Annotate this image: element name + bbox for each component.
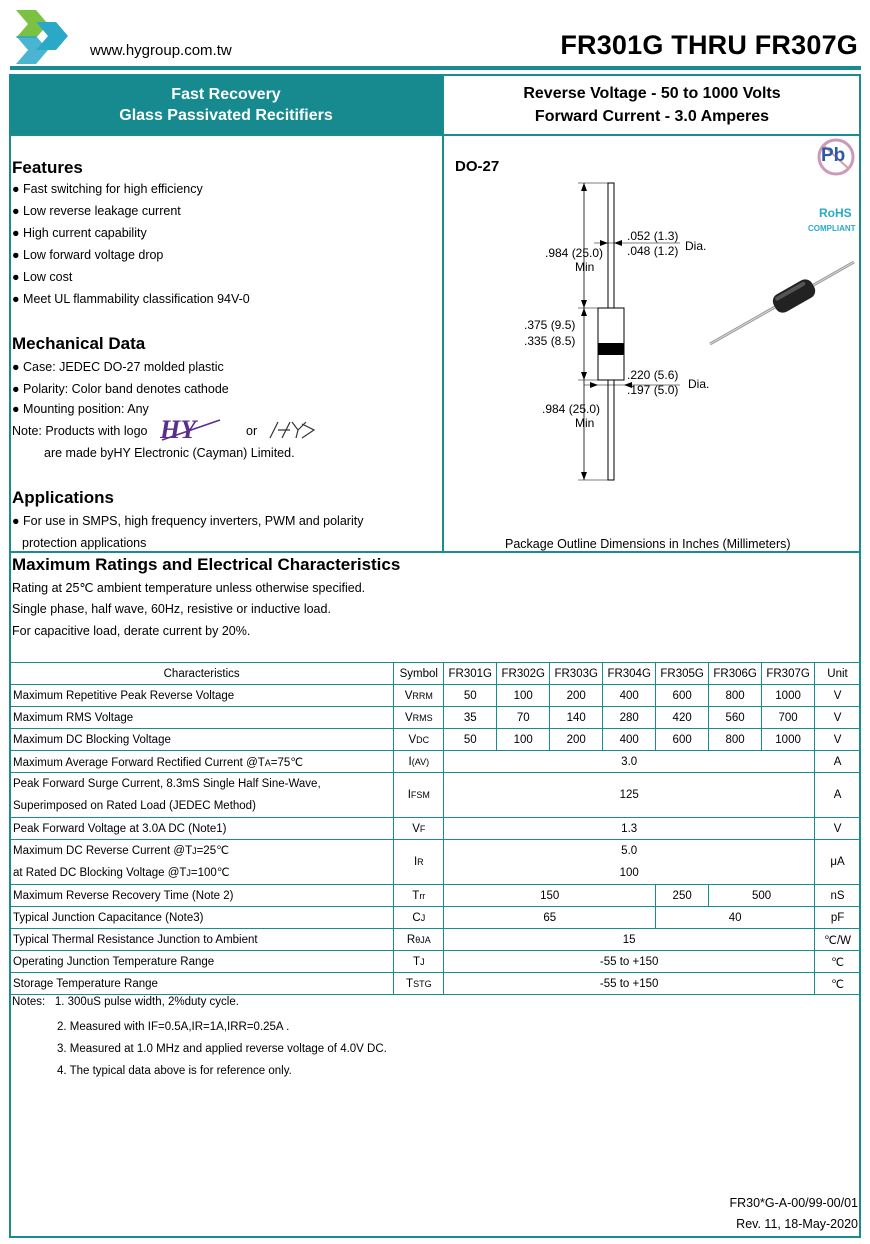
table-header: Symbol: [394, 663, 444, 685]
application-item-cont: protection applications: [22, 536, 147, 550]
table-row: [10, 729, 861, 751]
row-label: Maximum Repetitive Peak Reverse Voltage: [10, 685, 394, 707]
reverse-voltage-summary: Reverse Voltage - 50 to 1000 Volts: [523, 85, 781, 102]
cell: 125: [444, 773, 815, 818]
row-unit: pF: [815, 907, 861, 929]
row-label: Peak Forward Surge Current, 8.3mS Single Half Sine-Wave, Superimposed on Rated Load (JEDEC Method): [10, 773, 394, 818]
table-row: [10, 707, 861, 729]
table-row: [10, 840, 861, 885]
note-1: Notes: 1. 300uS pulse width, 2%duty cycle.: [12, 996, 239, 1008]
cell: 200: [550, 685, 603, 707]
row-label: Maximum RMS Voltage: [10, 707, 394, 729]
cell: 1.3: [444, 818, 815, 840]
row-symbol: VRMS: [394, 707, 444, 729]
pb-label: Pb: [821, 145, 846, 166]
table-row: [10, 951, 861, 973]
table-header: Characteristics: [10, 663, 394, 685]
banner-line-1: Fast Recovery: [171, 86, 281, 103]
row-label: Storage Temperature Range: [10, 973, 394, 995]
table-header: FR301G: [444, 663, 497, 685]
row-symbol: IR: [394, 840, 444, 885]
table-row: [10, 751, 861, 773]
row-unit: nS: [815, 885, 861, 907]
cell: 700: [762, 707, 815, 729]
row-symbol: RθJA: [394, 929, 444, 951]
rohs-label: RoHS: [819, 206, 852, 220]
svg-text:HY: HY: [160, 416, 197, 442]
cell: 150: [444, 885, 656, 907]
row-symbol: VDC: [394, 729, 444, 751]
feature-item: ● Low cost: [12, 270, 73, 284]
ratings-note-1: Rating at 25℃ ambient temperature unless otherwise specified.: [12, 581, 366, 595]
feature-item: ● High current capability: [12, 226, 147, 240]
applications-title: Applications: [12, 488, 115, 507]
row-unit: V: [815, 685, 861, 707]
lead-length-bottom-min: Min: [575, 416, 595, 430]
table-header: FR302G: [497, 663, 550, 685]
logo-note: Note: Products with logo: [12, 424, 148, 438]
section-divider: [9, 551, 861, 553]
cell: 500: [709, 885, 815, 907]
cell: 200: [550, 729, 603, 751]
row-unit: V: [815, 707, 861, 729]
cell: 600: [656, 685, 709, 707]
lead-dia-min: .048 (1.2): [627, 244, 679, 258]
features-title: Features: [12, 158, 83, 177]
cell: -55 to +150: [444, 951, 815, 973]
lead-dia-label: Dia.: [685, 239, 707, 253]
header-rule: [10, 66, 861, 70]
body-dia-label: Dia.: [688, 377, 710, 391]
row-symbol: VRRM: [394, 685, 444, 707]
cell: 40: [656, 907, 815, 929]
row-unit: μA: [815, 840, 861, 885]
note-2: 2. Measured with IF=0.5A,IR=1A,IRR=0.25A .: [57, 1021, 290, 1033]
cell: 560: [709, 707, 762, 729]
table-row: [10, 685, 861, 707]
table-header: FR304G: [603, 663, 656, 685]
ratings-title: Maximum Ratings and Electrical Characteristics: [12, 555, 401, 574]
table-header: FR305G: [656, 663, 709, 685]
row-symbol: TSTG: [394, 973, 444, 995]
row-label: Operating Junction Temperature Range: [10, 951, 394, 973]
row-unit: ℃: [815, 973, 861, 995]
company-logo-icon: [14, 8, 74, 66]
lead-length-top-min: Min: [575, 260, 595, 274]
mechanical-title: Mechanical Data: [12, 334, 146, 353]
cell: 400: [603, 685, 656, 707]
body-dia-min: .197 (5.0): [627, 383, 679, 397]
logo-note-suffix: are made byHY Electronic (Cayman) Limited.: [44, 446, 295, 460]
row-unit: V: [815, 818, 861, 840]
page-header: [0, 0, 870, 70]
row-unit: ℃/W: [815, 929, 861, 951]
row-label: Maximum Average Forward Rectified Current @TA=75℃: [10, 751, 394, 773]
row-symbol: Trr: [394, 885, 444, 907]
cell: 1000: [762, 685, 815, 707]
lead-length-top-dim: .984 (25.0): [545, 246, 604, 260]
row-symbol: VF: [394, 818, 444, 840]
cell: 3.0: [444, 751, 815, 773]
row-unit: A: [815, 773, 861, 818]
rohs-compliant-label: COMPLIANT: [808, 224, 856, 233]
table-row: [10, 773, 861, 818]
banner-line-2: Glass Passivated Recitifiers: [119, 107, 333, 124]
package-name: DO-27: [455, 158, 500, 175]
forward-current-summary: Forward Current - 3.0 Amperes: [534, 108, 770, 125]
cell: 100: [497, 685, 550, 707]
cell: 280: [603, 707, 656, 729]
row-label: Peak Forward Voltage at 3.0A DC (Note1): [10, 818, 394, 840]
ratings-banner: [443, 75, 861, 135]
hy-logo-outline-icon: [268, 418, 316, 442]
cell: 65: [444, 907, 656, 929]
banner-divider: [9, 134, 861, 136]
cell: 800: [709, 685, 762, 707]
feature-item: ● Meet UL flammability classification 94V-0: [12, 292, 250, 306]
lead-length-bottom-dim: .984 (25.0): [542, 402, 601, 416]
cell: 5.0 100: [444, 840, 815, 885]
package-caption: Package Outline Dimensions in Inches (Millimeters): [505, 537, 791, 551]
website-link[interactable]: www.hygroup.com.tw: [90, 42, 232, 59]
hy-logo-bold-icon: [160, 416, 226, 442]
body-length-min: .335 (8.5): [524, 334, 576, 348]
cell: 100: [497, 729, 550, 751]
lead-dia-max: .052 (1.3): [627, 229, 679, 243]
logo-note-or: or: [246, 424, 258, 438]
cell: 600: [656, 729, 709, 751]
body-length-max: .375 (9.5): [524, 318, 576, 332]
row-symbol: I(AV): [394, 751, 444, 773]
note-4: 4. The typical data above is for reference only.: [57, 1065, 292, 1077]
document-title: FR301G THRU FR307G: [560, 30, 858, 60]
ratings-note-2: Single phase, half wave, 60Hz, resistive or inductive load.: [12, 602, 331, 616]
cell: 70: [497, 707, 550, 729]
cell: 250: [656, 885, 709, 907]
row-unit: ℃: [815, 951, 861, 973]
table-header-row: [10, 663, 861, 685]
row-symbol: CJ: [394, 907, 444, 929]
cell: 35: [444, 707, 497, 729]
row-symbol: IFSM: [394, 773, 444, 818]
feature-item: ● Low forward voltage drop: [12, 248, 164, 262]
revision-info: Rev. 11, 18-May-2020: [736, 1217, 858, 1231]
table-header: Unit: [815, 663, 861, 685]
mechanical-item: ● Mounting position: Any: [12, 402, 149, 416]
application-item: ● For use in SMPS, high frequency inverters, PWM and polarity: [12, 514, 364, 528]
pb-free-badge: [813, 137, 859, 177]
product-type-banner: [9, 75, 443, 135]
feature-item: ● Fast switching for high efficiency: [12, 182, 203, 196]
row-label: Typical Junction Capacitance (Note3): [10, 907, 394, 929]
cell: 1000: [762, 729, 815, 751]
diode-3d-render: [706, 256, 858, 348]
row-unit: A: [815, 751, 861, 773]
table-row: [10, 818, 861, 840]
table-row: [10, 973, 861, 995]
cell: -55 to +150: [444, 973, 815, 995]
document-code: FR30*G-A-00/99-00/01: [729, 1196, 858, 1210]
row-unit: V: [815, 729, 861, 751]
cell: 800: [709, 729, 762, 751]
row-label: Maximum Reverse Recovery Time (Note 2): [10, 885, 394, 907]
ratings-note-3: For capacitive load, derate current by 20%.: [12, 624, 251, 638]
row-label: Typical Thermal Resistance Junction to Ambient: [10, 929, 394, 951]
body-dia-max: .220 (5.6): [627, 368, 679, 382]
table-row: [10, 929, 861, 951]
cell: 400: [603, 729, 656, 751]
cell: 15: [444, 929, 815, 951]
row-label: Maximum DC Blocking Voltage: [10, 729, 394, 751]
table-header: FR306G: [709, 663, 762, 685]
cell: 50: [444, 685, 497, 707]
table-row: [10, 907, 861, 929]
table-row: [10, 885, 861, 907]
cell: 140: [550, 707, 603, 729]
mechanical-item: ● Case: JEDEC DO-27 molded plastic: [12, 360, 224, 374]
cell: 50: [444, 729, 497, 751]
row-symbol: TJ: [394, 951, 444, 973]
column-divider: [442, 75, 444, 552]
ratings-table: [9, 662, 861, 995]
mechanical-item: ● Polarity: Color band denotes cathode: [12, 382, 229, 396]
row-label: Maximum DC Reverse Current @TJ=25℃ at Rated DC Blocking Voltage @TJ=100℃: [10, 840, 394, 885]
table-header: FR307G: [762, 663, 815, 685]
cell: 420: [656, 707, 709, 729]
note-3: 3. Measured at 1.0 MHz and applied reverse voltage of 4.0V DC.: [57, 1043, 387, 1055]
table-header: FR303G: [550, 663, 603, 685]
feature-item: ● Low reverse leakage current: [12, 204, 181, 218]
